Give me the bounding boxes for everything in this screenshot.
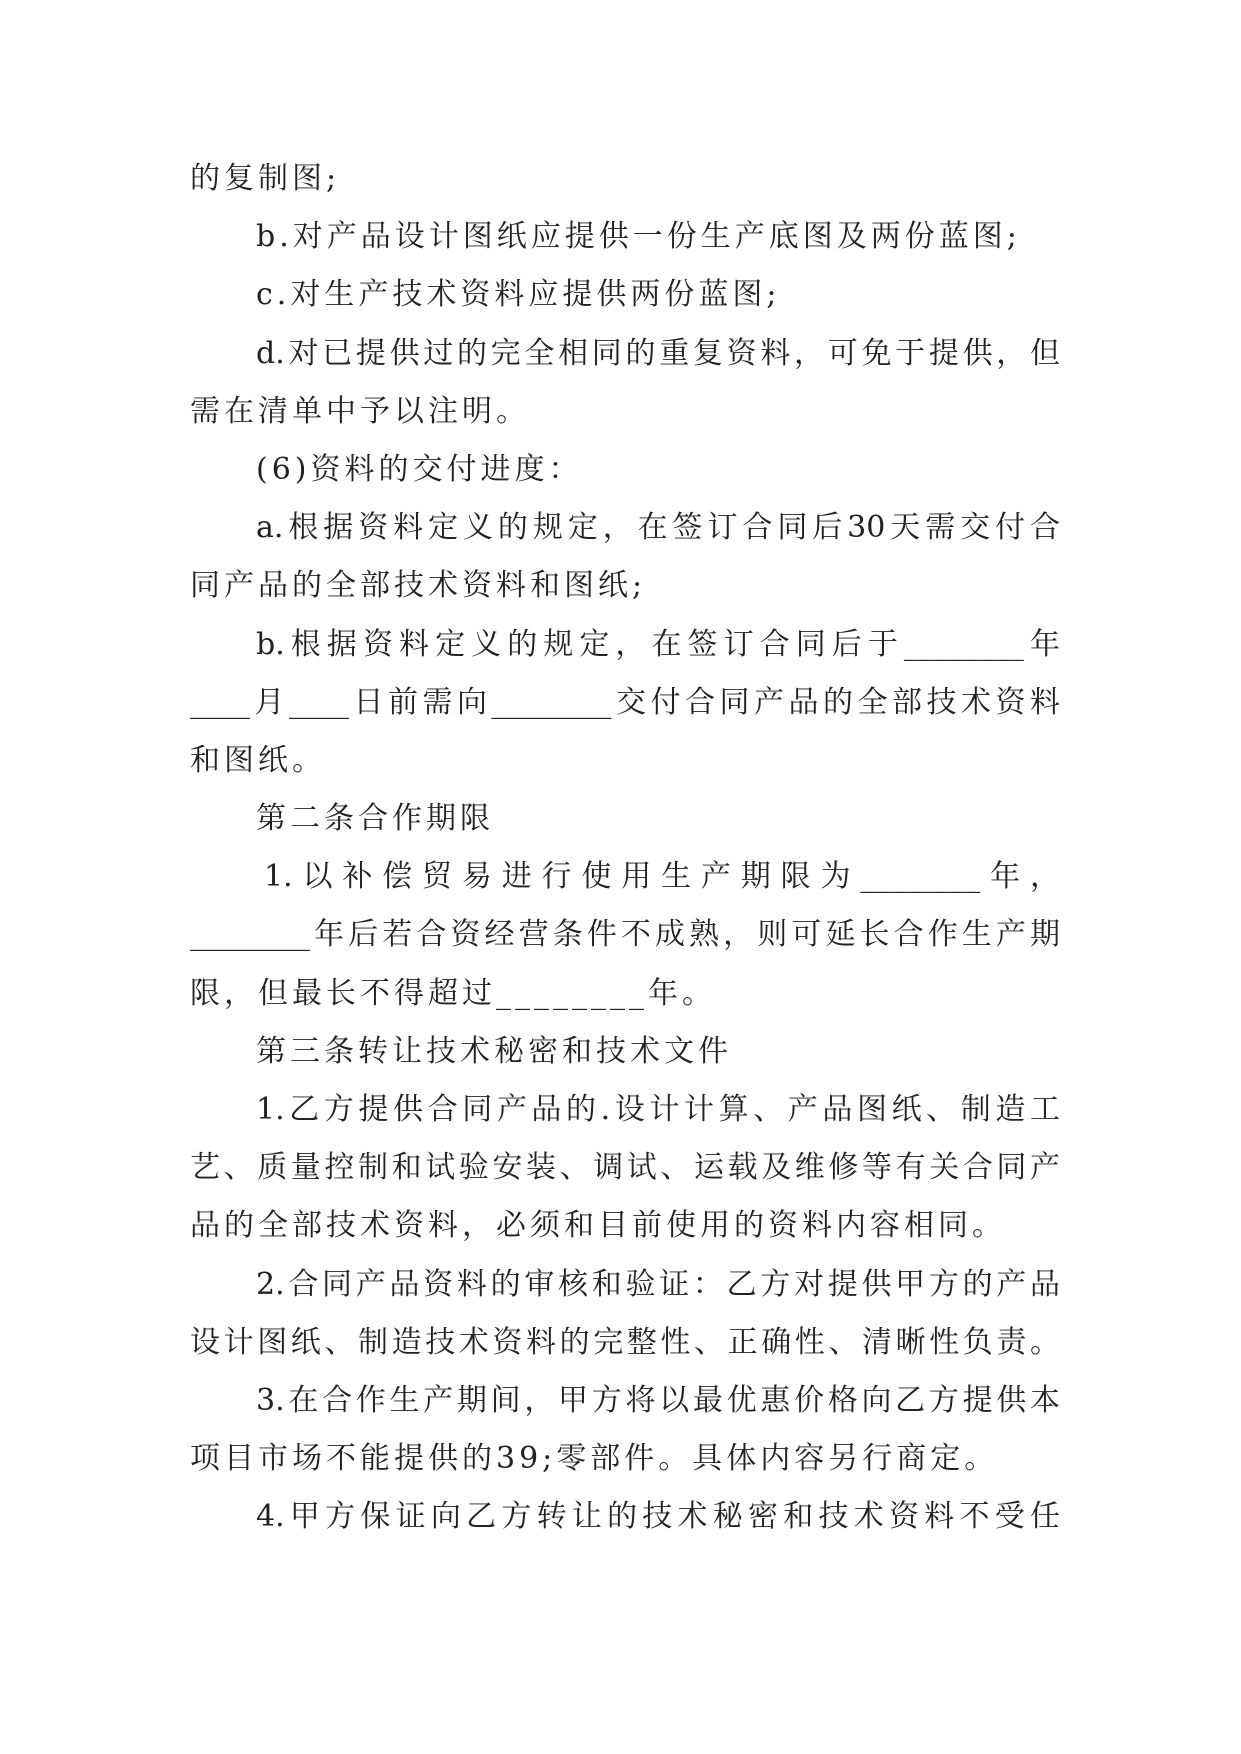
text-line: 3.在合作生产期间，甲方将以最优惠价格向乙方提供本	[256, 1382, 1060, 1418]
article-heading: 第三条转让技术秘密和技术文件	[256, 1033, 732, 1069]
text-line: ________年后若合资经营条件不成熟，则可延长合作生产期	[190, 917, 1060, 953]
text-line: 1.乙方提供合同产品的.设计计算、产品图纸、制造工	[256, 1092, 1060, 1127]
text-line: 4.甲方保证向乙方转让的技术秘密和技术资料不受任	[256, 1499, 1060, 1535]
text-line: 的复制图;	[190, 161, 341, 196]
section-subheading: (6)资料的交付进度：	[256, 451, 583, 487]
text-line: 同产品的全部技术资料和图纸;	[190, 568, 647, 604]
text-line: 设计图纸、制造技术资料的完整性、正确性、清晰性负责。	[190, 1324, 1060, 1360]
text-line: ____月____日前需向________交付合同产品的全部技术资料	[190, 684, 1060, 720]
article-heading: 第二条合作期限	[256, 801, 494, 837]
document-body	[190, 150, 1060, 1547]
text-line: 和图纸。	[190, 742, 326, 778]
text-line: 项目市场不能提供的39;零部件。具体内容另行商定。	[190, 1441, 999, 1477]
text-line: c.对生产技术资料应提供两份蓝图;	[256, 277, 781, 313]
text-line: 需在清单中予以注明。	[190, 393, 530, 429]
text-line: b.对产品设计图纸应提供一份生产底图及两份蓝图;	[256, 219, 1021, 255]
text-line: 2.合同产品资料的审核和验证：乙方对提供甲方的产品	[256, 1266, 1060, 1302]
text-line: 1.以补偿贸易进行使用生产期限为________年，	[264, 859, 1060, 895]
text-line: d.对已提供过的完全相同的重复资料，可免于提供，但	[256, 335, 1060, 371]
text-line: 艺、质量控制和试验安装、调试、运载及维修等有关合同产	[190, 1150, 1060, 1186]
text-line: a.根据资料定义的规定，在签订合同后30天需交付合	[256, 510, 1060, 546]
text-line: 品的全部技术资料，必须和目前使用的资料内容相同。	[190, 1208, 1006, 1244]
text-line: 限，但最长不得超过________年。	[190, 975, 716, 1011]
text-line: b.根据资料定义的规定，在签订合同后于________年	[256, 626, 1060, 662]
